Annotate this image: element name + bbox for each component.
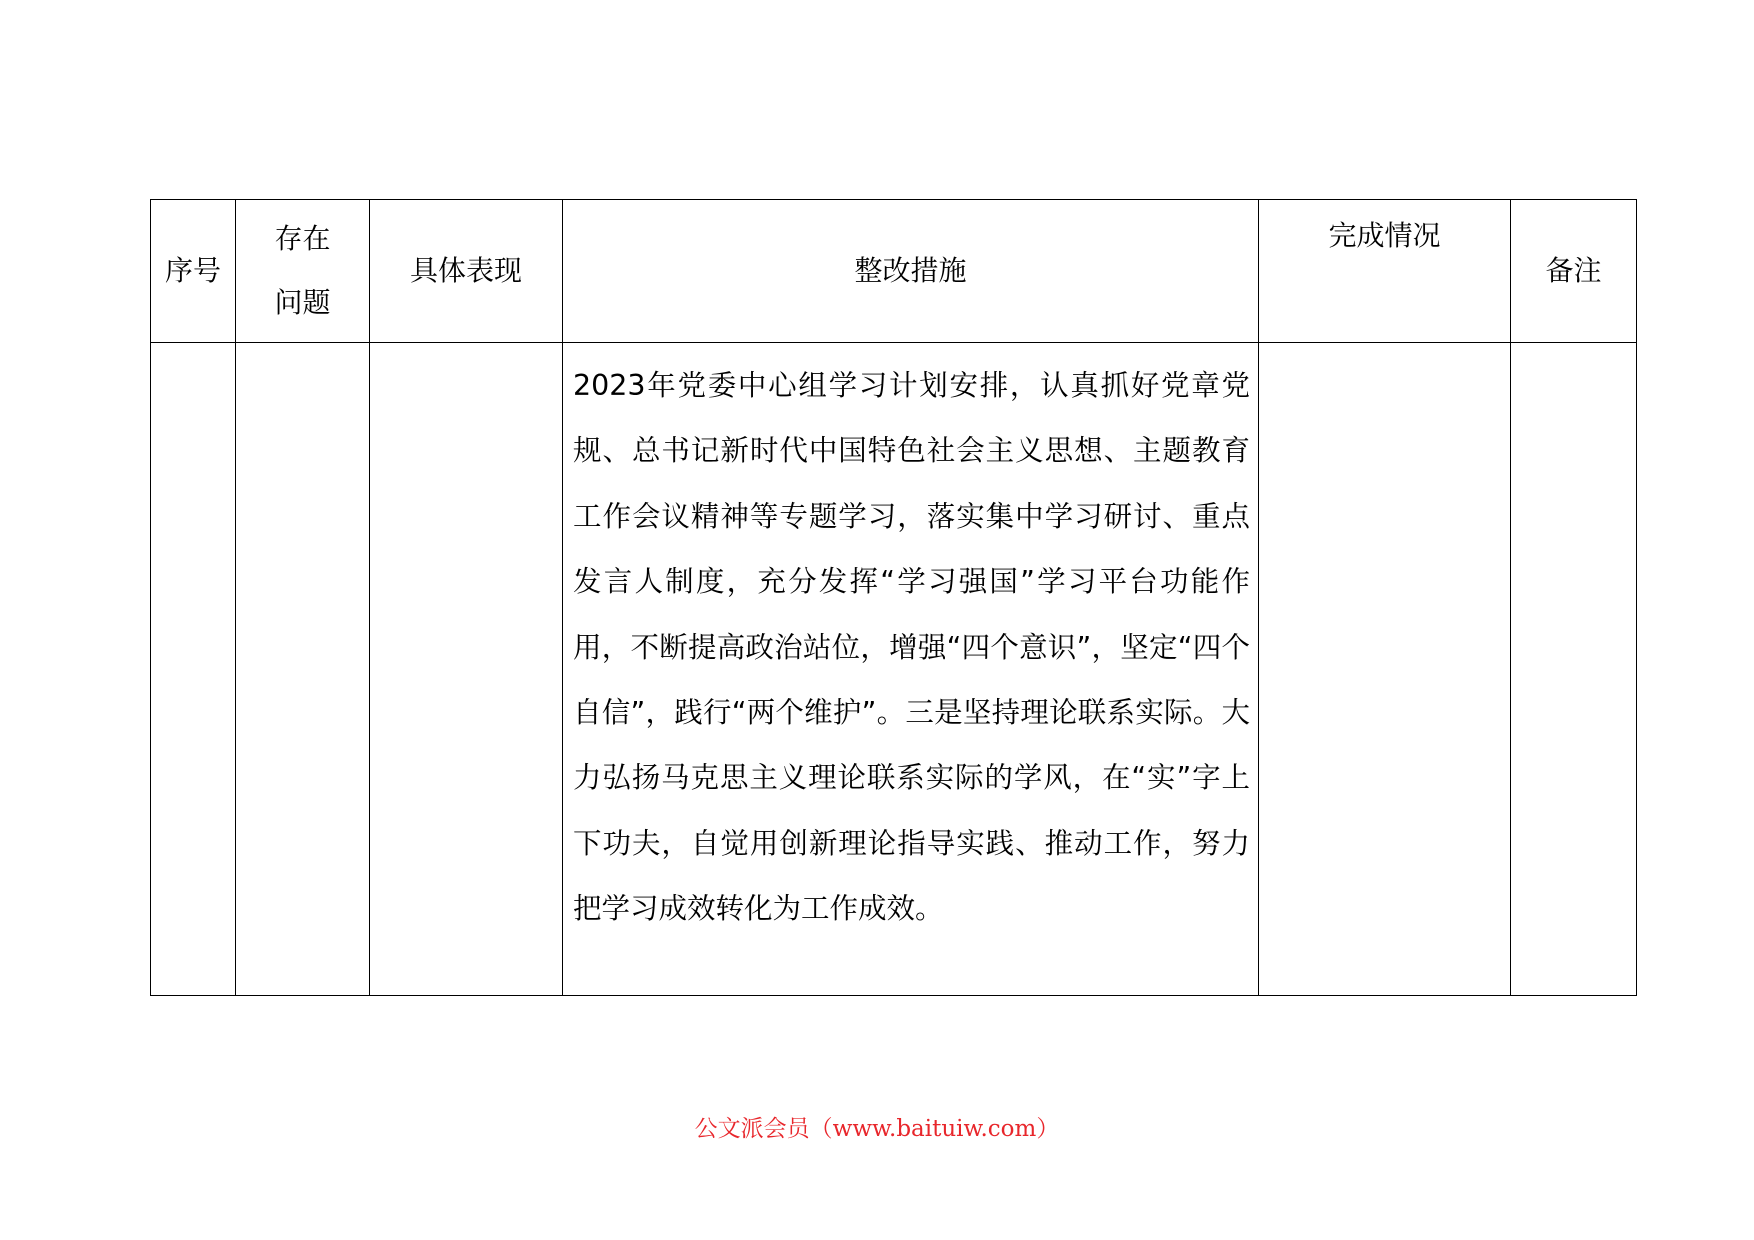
header-status: 完成情况 [1259,200,1511,343]
cell-measures [563,343,1259,996]
measures-text: 2023年党委中心组学习计划安排，认真抓好党章党规、总书记新时代中国特色社会主义思想、主题教育工作会议精神等专题学习，落实集中学习研讨、重点发言人制度，充分发挥“学习强国”学习平台功能作用，不断提高政治站位，增强“四个意识”，坚定“四个自信”，践行“两个维护”。三是坚持理论联系实际。大力弘扬马克思主义理论联系实际的学风，在“实”字上下功夫，自觉用创新理论指导实践、推动工作，努力把学习成效转化为工作成效。 [573,369,1250,926]
header-measures: 整改措施 [563,200,1259,343]
cell-notes [1511,343,1637,996]
rectification-table [150,199,1637,996]
footer-watermark-text: 公文派会员（www.baituiw.com） [694,1116,1060,1142]
header-details: 具体表现 [370,200,563,343]
table-row [151,343,1637,996]
cell-status [1259,343,1511,996]
cell-seq [151,343,236,996]
cell-details [370,343,563,996]
header-seq: 序号 [151,200,236,343]
header-notes: 备注 [1511,200,1637,343]
header-issue-label: 存在问题 [274,222,331,319]
header-issue [236,200,370,343]
cell-issue [236,343,370,996]
table-header-row [151,200,1637,343]
